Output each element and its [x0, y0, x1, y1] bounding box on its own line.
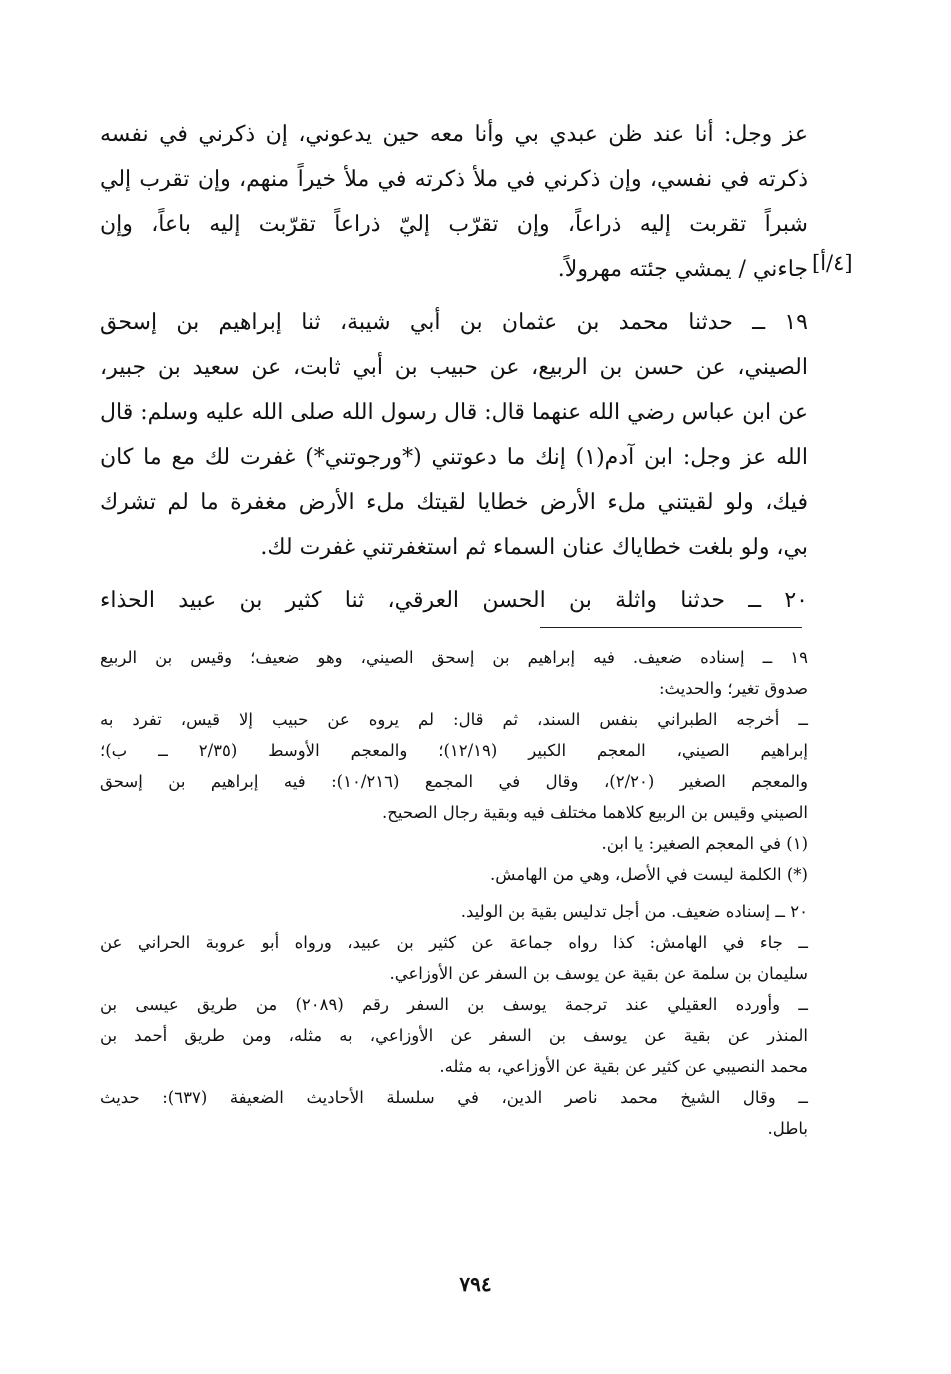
text-line: جاءني / يمشي جئته مهرولاً. [557, 257, 808, 282]
text-line: الله عز وجل: ابن آدم(١) إنك ما دعوتني (*ورجوتني*) غفرت لك مع ما كان [100, 445, 808, 470]
hadith-20-start: ٢٠ ــ حدثنا واثلة بن الحسن العرقي، ثنا كثير بن عبيد الحذاء [100, 588, 808, 613]
folio-margin-note: [٤/أ] [812, 251, 853, 275]
footnote-line: ــ أخرجه الطبراني بنفس السند، ثم قال: لم يروه عن حبيب إلا قيس، تفرد به [100, 710, 808, 729]
footnote-line: باطل. [767, 1119, 808, 1138]
footnote-line: المنذر عن بقية عن يوسف بن السفر عن الأوزاعي، به مثله، ومن طريق أحمد بن [100, 1026, 808, 1045]
footnote-line: سليمان بن سلمة عن بقية عن يوسف بن السفر عن الأوزاعي. [389, 964, 808, 983]
footnote-line: إبراهيم الصيني، المعجم الكبير (١٢/١٩)؛ والمعجم الأوسط (٢/٣٥ ــ ب)؛ [100, 741, 809, 760]
text-line: فيك، ولو لقيتني ملء الأرض خطايا لقيتك ملء الأرض مغفرة ما لم تشرك [100, 490, 808, 515]
text-line: ذكرته في نفسي، وإن ذكرني في ملأ ذكرته في ملأ خيراً منهم، وإن تقرب إلي [100, 167, 808, 192]
text-line: عز وجل: أنا عند ظن عبدي بي وأنا معه حين يدعوني، إن ذكرني في نفسه [100, 122, 808, 147]
footnote-line: محمد النصيبي عن كثير عن بقية عن الأوزاعي، به مثله. [439, 1057, 808, 1076]
footnote-line: والمعجم الصغير (٢/٢٠)، وقال في المجمع (١٠/٢١٦): فيه إبراهيم بن إسحق [100, 772, 808, 791]
hadith-19-start: ١٩ ــ حدثنا محمد بن عثمان بن أبي شيبة، ثنا إبراهيم بن إسحق [100, 310, 808, 335]
footnotes [100, 642, 808, 1144]
footnote-1: (١) في المعجم الصغير: يا ابن. [601, 834, 808, 853]
text-line: عن ابن عباس رضي الله عنهما قال: قال رسول الله صلى الله عليه وسلم: قال [100, 400, 808, 425]
footnote-line: ــ وقال الشيخ محمد ناصر الدين، في سلسلة الأحاديث الضعيفة (٦٣٧): حديث [100, 1088, 808, 1107]
footnote-line: الصيني وقيس بن الربيع كلاهما مختلف فيه وبقية رجال الصحيح. [382, 803, 808, 822]
page-number: ٧٩٤ [459, 1272, 492, 1296]
footnote-20: ٢٠ ــ إسناده ضعيف. من أجل تدليس بقية بن الوليد. [460, 902, 808, 921]
footnote-19: ١٩ ــ إسناده ضعيف. فيه إبراهيم بن إسحق الصيني، وهو ضعيف؛ وقيس بن الربيع [100, 648, 808, 667]
footnote-line: ــ جاء في الهامش: كذا رواه جماعة عن كثير بن عبيد، ورواه أبو عروبة الحراني عن [100, 933, 808, 952]
text-line: الصيني، عن حسن بن الربيع، عن حبيب بن أبي ثابت، عن سعيد بن جبير، [100, 355, 808, 380]
footnote-divider [540, 627, 802, 628]
footnote-line: ــ وأورده العقيلي عند ترجمة يوسف بن السفر رقم (٢٠٨٩) من طريق عيسى بن [100, 995, 808, 1014]
footnote-line: صدوق تغير؛ والحديث: [658, 679, 808, 698]
footnote-star: (*) الكلمة ليست في الأصل، وهي من الهامش. [490, 865, 808, 884]
text-line: شبراً تقربت إليه ذراعاً، وإن تقرّب إليّ ذراعاً تقرّبت إليه باعاً، وإن [100, 212, 808, 237]
text-line: بي، ولو بلغت خطاياك عنان السماء ثم استغفرتني غفرت لك. [260, 535, 808, 560]
main-text [100, 112, 808, 623]
